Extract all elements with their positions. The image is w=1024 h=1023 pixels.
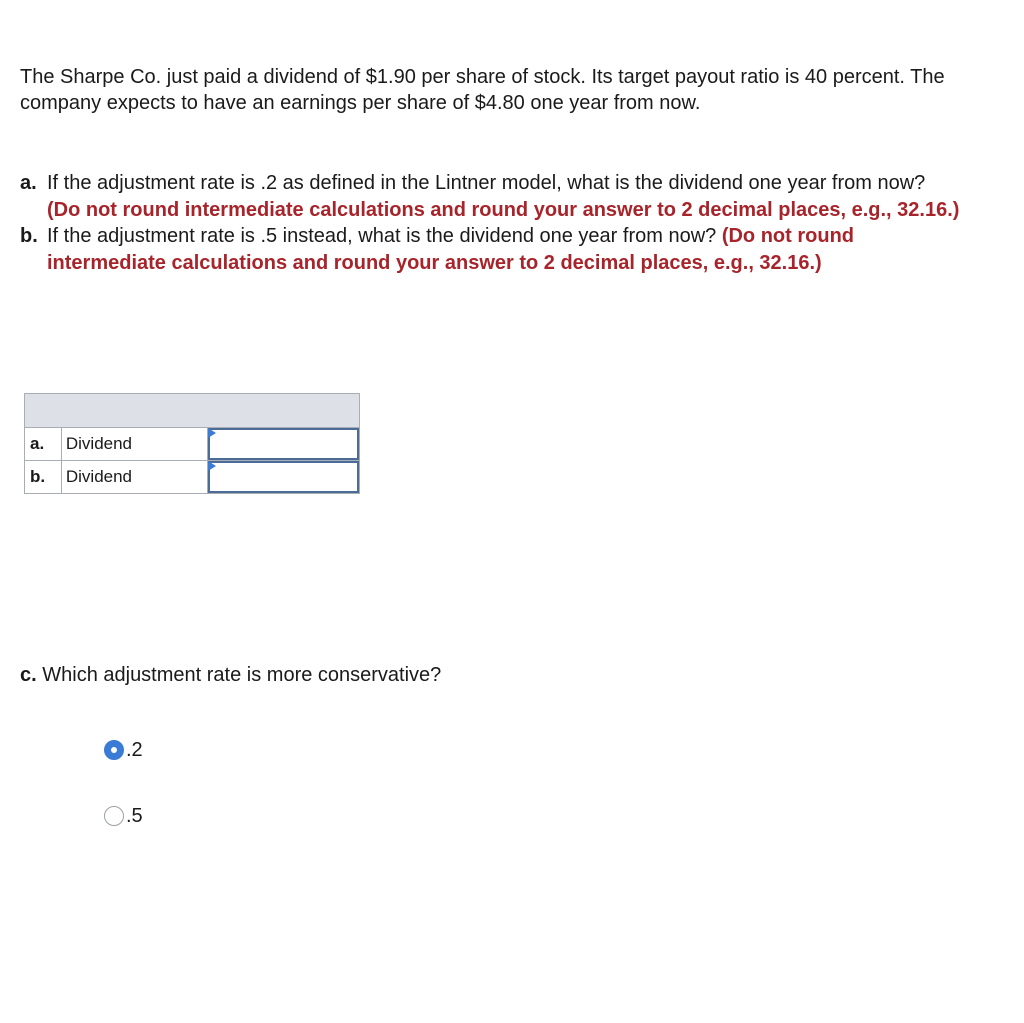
question-b-text: If the adjustment rate is .5 instead, what is the dividend one year from now? (47, 225, 717, 247)
question-b (20, 223, 960, 276)
question-c (20, 662, 441, 688)
answer-row-b (25, 461, 360, 494)
radio-option-0-2[interactable] (104, 739, 143, 761)
problem-intro: The Sharpe Co. just paid a dividend of $1.90 per share of stock. Its target payout ratio is 40 percent. The company expects to have an earnings per share of $4.80 one year from now. (20, 66, 945, 114)
answer-row-a (25, 428, 360, 461)
question-c-text: Which adjustment rate is more conservative? (42, 664, 442, 686)
dividend-a-input[interactable] (208, 428, 359, 460)
question-a-instruction: (Do not round intermediate calculations and round your answer to 2 decimal places, e.g., 32.16.) (47, 198, 960, 221)
question-a (20, 170, 960, 223)
radio-label-0-5[interactable]: .5 (126, 805, 143, 827)
question-b-instruction: (Do not round intermediate calculations and round your answer to 2 decimal places, e.g., 32.16.) (47, 225, 855, 274)
question-a-letter: a. (20, 172, 37, 194)
answer-row-b-label: Dividend (61, 461, 207, 494)
input-flag-icon (208, 461, 216, 471)
answer-row-b-letter: b. (25, 461, 62, 494)
question-c-letter: c. (20, 664, 37, 686)
answer-table (24, 393, 360, 494)
answer-table-header-cell (25, 394, 360, 428)
question-list (20, 170, 960, 276)
input-flag-icon (208, 428, 216, 438)
radio-button-0-5[interactable] (104, 806, 124, 826)
question-a-text: If the adjustment rate is .2 as defined in the Lintner model, what is the dividend one year from now? (47, 172, 926, 194)
radio-button-0-2[interactable] (104, 740, 124, 760)
dividend-b-input[interactable] (208, 461, 359, 493)
answer-row-a-label: Dividend (61, 428, 207, 461)
question-b-letter: b. (20, 225, 38, 247)
radio-label-0-2[interactable]: .2 (126, 739, 143, 761)
answer-row-a-input-cell (208, 428, 360, 461)
answer-row-a-letter: a. (25, 428, 62, 461)
answer-table-header (25, 394, 360, 428)
answer-row-b-input-cell (208, 461, 360, 494)
radio-option-0-5[interactable] (104, 805, 143, 827)
